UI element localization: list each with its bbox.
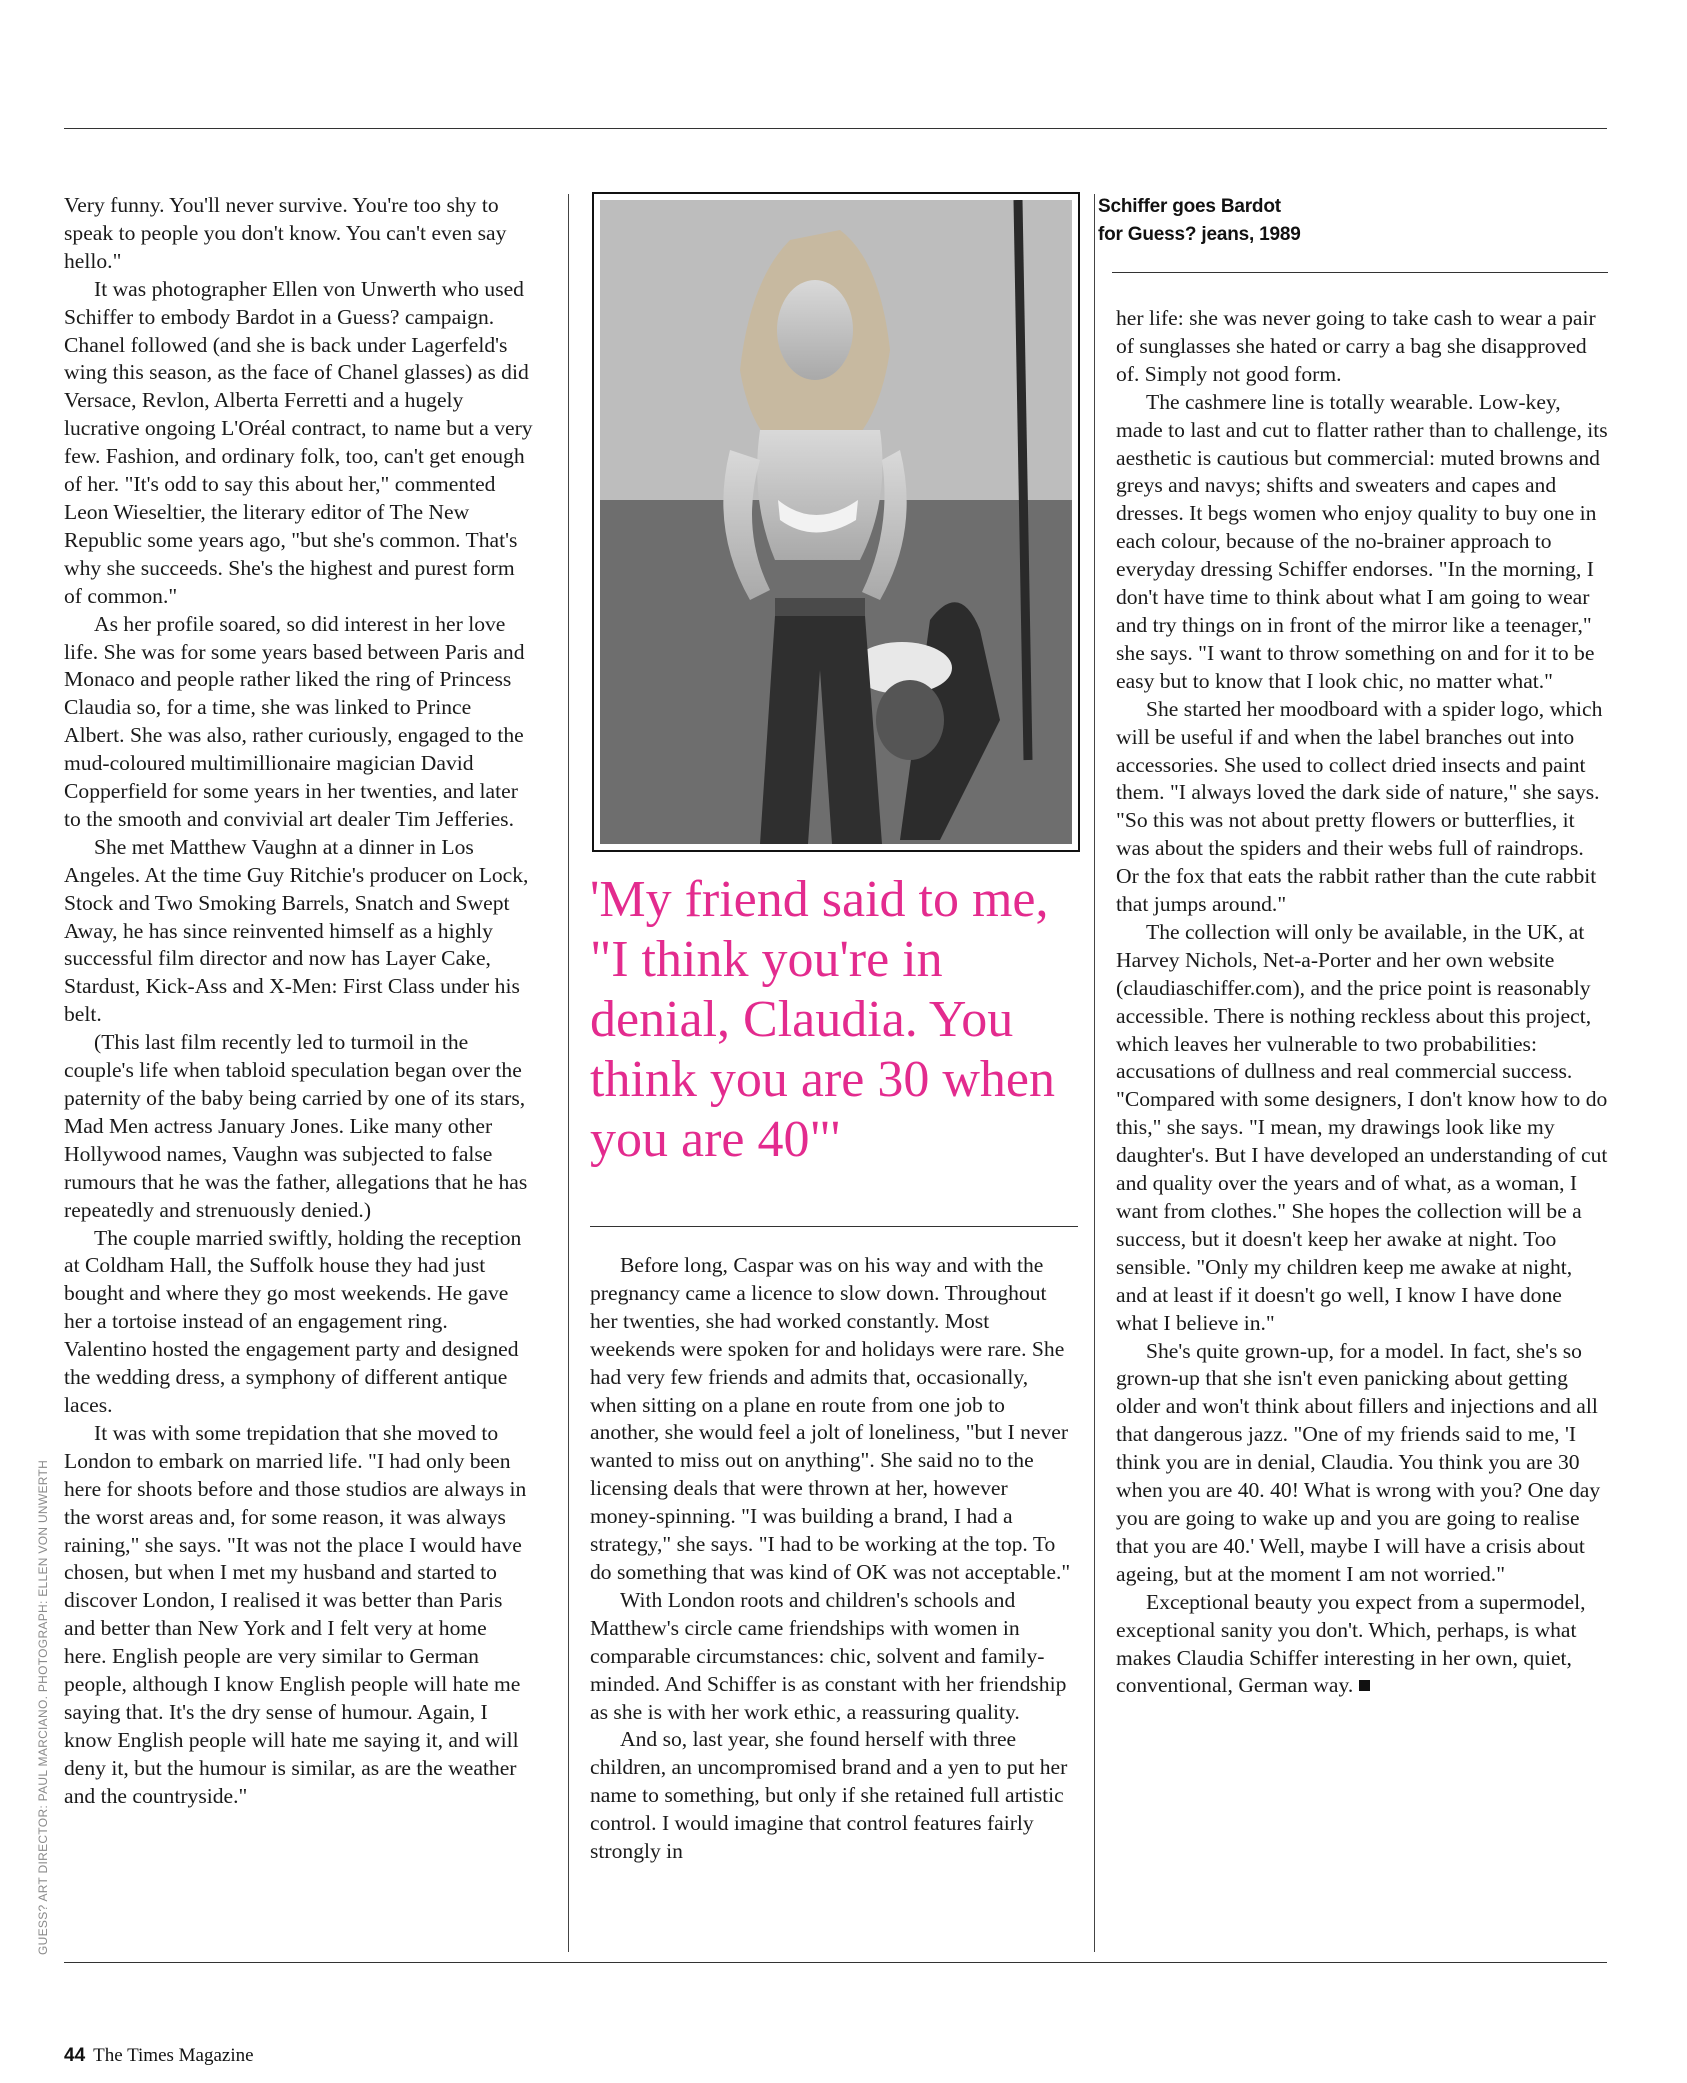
- folio: [64, 2045, 254, 2067]
- paragraph: (This last film recently led to turmoil in the couple's life when tabloid speculation began over the paternity of the baby being carried by one of its stars, Mad Men actress January Jones. Like many other Hollywood names, Vaughn was subjected to false rumours that he was the father, allegations that he has repeatedly and strenuously denied.): [64, 1030, 528, 1222]
- paragraph: It was photographer Ellen von Unwerth who used Schiffer to embody Bardot in a Guess? campaign. Chanel followed (and she is back under Lagerfeld's wing this season, as the face of Chanel glasses) as did Versace, Revlon, Alberta Ferretti and a hugely lucrative ongoing L'Oréal contract, to name but a very few. Fashion, and ordinary folk, too, can't get enough of her. "It's odd to say this about her," commented Leon Wieseltier, the literary editor of The New Republic some years ago, "but she's common. That's why she succeeds. She's the highest and purest form of common.": [64, 276, 533, 608]
- article-column-3: [1116, 305, 1608, 1700]
- paragraph: The collection will only be available, in the UK, at Harvey Nichols, Net-a-Porter and her own website (claudiaschiffer.com), and the price point is reasonably accessible. There is nothing reckless about this project, which leaves her vulnerable to two probabilities: accusations of dullness and real commercial success. "Compared with some designers, I don't know how to do this," she says. "I mean, my drawings look like my daughter's. But I have developed an understanding of cut and quality over the years and of what, as a woman, I want from clothes." She hopes the collection will be a success, but it doesn't keep her awake at night. Too sensible. "Only my children keep me awake at night, and at least if it doesn't go well, I know I have done what I believe in.": [1116, 919, 1608, 1335]
- closing-text: Exceptional beauty you expect from a supermodel, exceptional sanity you don't. Which, perhaps, is what makes Claudia Schiffer interesting in her own, quiet, conventional, German way.: [1116, 1589, 1586, 1698]
- caption-rule: [1112, 272, 1608, 273]
- photo-illustration: [600, 200, 1072, 844]
- paragraph: With London roots and children's schools and Matthew's circle came friendships with women in comparable circumstances: chic, solvent and family-minded. And Schiffer is as constant with her friendship as she is with her work ethic, a reassuring quality.: [590, 1587, 1067, 1724]
- paragraph: The cashmere line is totally wearable. Low-key, made to last and cut to flatter rather than to challenge, its aesthetic is cautious but commercial: muted browns and greys and navys; shifts and sweaters and capes and dresses. It begs women who enjoy quality to buy one in each colour, because of the no-brainer approach to everyday dressing Schiffer endorses. "In the morning, I don't have time to think about what I am going to wear and try things on in front of the mirror like a teenager," she says. "I want to throw something on and for it to be easy but to know that I look chic, no matter what.": [1116, 389, 1608, 693]
- article-column-2: [590, 1252, 1077, 1866]
- pull-quote-rule: [590, 1226, 1078, 1227]
- column-divider: [1094, 194, 1095, 1952]
- paragraph: She started her moodboard with a spider logo, which will be useful if and when the label branches out into accessories. She used to collect dried insects and paint them. "I always loved the dark side of nature," she says. "So this was not about pretty flowers or butterflies, it was about the spiders and their webs full of raindrops. Or the fox that eats the rabbit rather than the cute rabbit that jumps around.": [1116, 696, 1603, 917]
- paragraph: It was with some trepidation that she moved to London to embark on married life. "I had only been here for shoots before and those studios are always in the worst areas and, for some reason, it was always raining," she says. "It was not the place I would have chosen, but when I met my husband and started to discover London, I realised it was better than Paris and better than New York and I felt very at home here. English people are very similar to German people, although I know English people will hate me saying that. It's the dry sense of humour. Again, I know English people will hate me saying it, and will deny it, but the humour is similar, as are the weather and the countryside.": [64, 1420, 527, 1808]
- article-column-1: [64, 192, 534, 1811]
- paragraph: [1116, 1589, 1608, 1701]
- publication-title: The Times Magazine: [93, 2045, 254, 2066]
- paragraph: Before long, Caspar was on his way and with the pregnancy came a licence to slow down. Throughout her twenties, she had worked constantly. Most weekends were spoken for and holidays were rare. She had very few friends and admits that, occasionally, when sitting on a plane en route from one job to another, she would feel a jolt of loneliness, "but I never wanted to miss out on anything". She said no to the licensing deals that were thrown at her, however money-spinning. "I was building a brand, I had a strategy," she says. "I had to be working at the top. To do something that was kind of OK was not acceptable.": [590, 1253, 1071, 1584]
- top-rule: [64, 128, 1607, 129]
- caption-line: for Guess? jeans, 1989: [1098, 224, 1301, 245]
- paragraph: As her profile soared, so did interest in her love life. She was for some years based between Paris and Monaco and people rather liked the ring of Princess Claudia so, for a time, she was linked to Prince Albert. She was also, rather curiously, engaged to the mud-coloured multimillionaire magician David Copperfield for some years in her twenties, and later to the smooth and convivial art dealer Tim Jefferies.: [64, 611, 525, 831]
- photo-caption: [1098, 193, 1418, 249]
- end-mark-icon: [1359, 1680, 1370, 1691]
- paragraph: She met Matthew Vaughn at a dinner in Los Angeles. At the time Guy Ritchie's producer on Lock, Stock and Two Smoking Barrels, Snatch and Swept Away, he has since reinvented himself as a highly successful film director and now has Layer Cake, Stardust, Kick-Ass and X-Men: First Class under his belt.: [64, 834, 529, 1027]
- bardot-photo: [592, 192, 1080, 852]
- page-number: 44: [64, 2045, 86, 2066]
- paragraph: her life: she was never going to take cash to wear a pair of sunglasses she hated or carry a bag she disapproved of. Simply not good form.: [1116, 306, 1596, 386]
- bottom-rule: [64, 1962, 1607, 1963]
- paragraph: She's quite grown-up, for a model. In fact, she's so grown-up that she isn't even panicking about getting older and won't think about fillers and injections and all that dangerous jazz. "One of my friends said to me, 'I think you are in denial, Claudia. You think you are 30 when you are 40. 40! What is wrong with you? One day you are going to wake up and you are going to realise that you are 40.' Well, maybe I will have a crisis about ageing, but at the moment I am not worried.": [1116, 1338, 1601, 1586]
- pull-quote: 'My friend said to me, "I think you're in denial, Claudia. You think you are 30 when you are 40"': [590, 871, 1056, 1168]
- photo-credit: GUESS? ART DIRECTOR: PAUL MARCIANO. PHOTOGRAPH: ELLEN VON UNWERTH: [36, 1459, 50, 1955]
- paragraph: The couple married swiftly, holding the reception at Coldham Hall, the Suffolk house they had just bought and where they go most weekends. He gave her a tortoise instead of an engagement ring. Valentino hosted the engagement party and designed the wedding dress, a symphony of different antique laces.: [64, 1225, 522, 1417]
- caption-line: Schiffer goes Bardot: [1098, 196, 1281, 217]
- paragraph: Very funny. You'll never survive. You're too shy to speak to people you don't know. You can't even say hello.": [64, 193, 507, 273]
- column-divider: [568, 194, 569, 1952]
- paragraph: And so, last year, she found herself with three children, an uncompromised brand and a yen to put her name to something, but only if she retained full artistic control. I would imagine that control features fairly strongly in: [590, 1727, 1068, 1864]
